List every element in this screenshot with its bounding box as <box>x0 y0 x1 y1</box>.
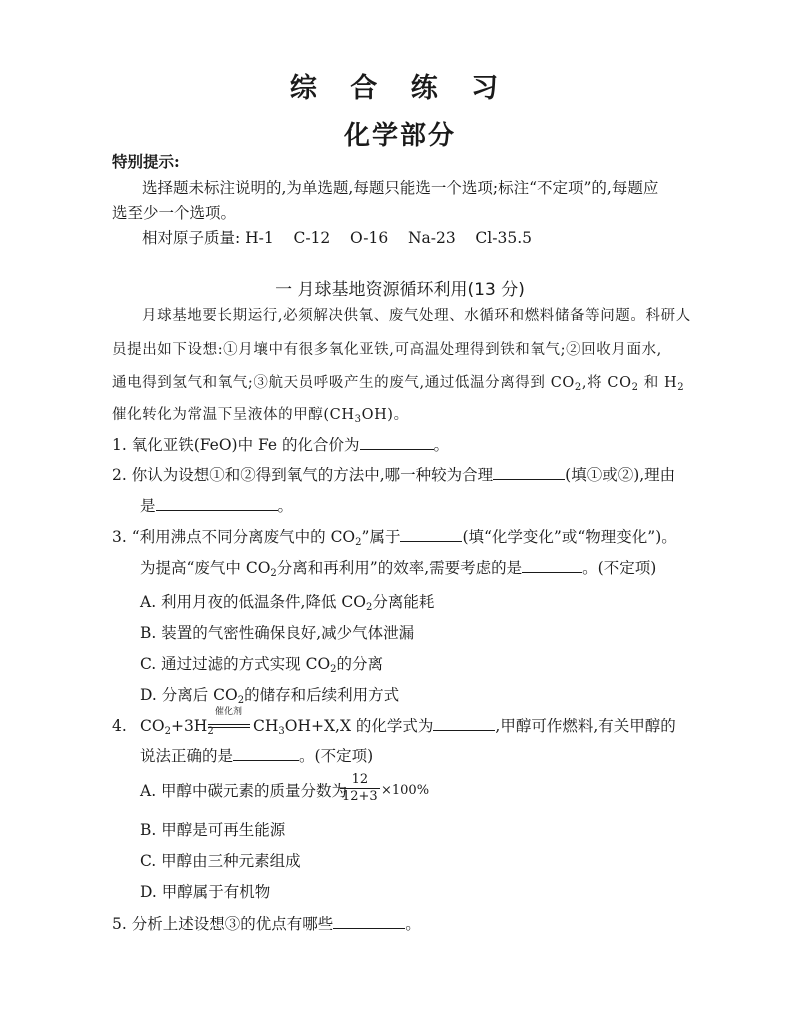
q4-option-c[interactable]: C. 甲醇由三种元素组成 <box>140 852 301 870</box>
answer-blank-q4-statements[interactable] <box>233 746 299 761</box>
q4-option-a[interactable]: A. 甲醇中碳元素的质量分数为 <box>140 782 348 800</box>
intro-line-1: 月球基地要长期运行,必须解决供氧、废气处理、水循环和燃料储备等问题。科研人 <box>142 308 691 324</box>
catalyst-label: 催化剂 <box>215 707 243 717</box>
atomic-mass-line: 相对原子质量: H-1 C-12 O-16 Na-23 Cl-35.5 <box>142 229 532 247</box>
equation-reactants: CO2+3H2 <box>140 717 214 737</box>
q4-option-b[interactable]: B. 甲醇是可再生能源 <box>140 821 286 839</box>
q3-option-d[interactable]: D. 分离后 CO2的储存和后续利用方式 <box>140 686 400 706</box>
fraction-denominator: 12+3 <box>342 789 378 804</box>
intro-line-2: 员提出如下设想:①月壤中有很多氧化亚铁,可高温处理得到铁和氧气;②回收月面水, <box>112 342 662 358</box>
q3-option-b[interactable]: B. 装置的气密性确保良好,减少气体泄漏 <box>140 624 415 642</box>
notice-line-2: 选至少一个选项。 <box>112 204 237 222</box>
intro-line-3: 通电得到氢气和氧气;③航天员呼吸产生的废气,通过低温分离得到 $CO_2$,将 $CO_2$ 和 $H_2$ <box>112 375 685 393</box>
mass-fraction <box>340 772 380 805</box>
notice-label: 特别提示: <box>112 152 180 171</box>
answer-blank-q2-choice[interactable] <box>493 465 565 480</box>
q3-option-a[interactable]: A. 利用月夜的低温条件,降低 CO2分离能耗 <box>140 593 435 613</box>
question-5: 5. 分析上述设想③的优点有哪些 。 <box>112 915 421 933</box>
answer-blank-q1[interactable] <box>360 435 434 450</box>
answer-blank-q5[interactable] <box>333 914 405 929</box>
question-4-line-2: 说法正确的是 。(不定项) <box>140 747 374 765</box>
answer-blank-q3-factors[interactable] <box>522 558 582 573</box>
section-title: 一 月球基地资源循环利用(13 分) <box>275 280 525 300</box>
q3-option-c[interactable]: C. 通过过滤的方式实现 CO2的分离 <box>140 655 384 675</box>
fraction-numerator: 12 <box>340 772 380 789</box>
question-2-line-2: 是 。 <box>140 497 294 515</box>
question-3-line-2: 为提高“废气中 CO2分离和再利用”的效率,需要考虑的是 。(不定项) <box>140 559 657 579</box>
question-1: 1. 氧化亚铁(FeO)中 Fe 的化合价为 。 <box>112 436 450 454</box>
page-title: 综 合 练 习 <box>289 73 511 104</box>
answer-blank-q3-change[interactable] <box>400 527 462 542</box>
answer-blank-q2-reason[interactable] <box>156 496 278 511</box>
reaction-equals-sign <box>208 724 250 728</box>
question-2: 2. 你认为设想①和②得到氧气的方法中,哪一种较为合理 (填①或②),理由 <box>112 466 676 484</box>
answer-blank-q4-formula[interactable] <box>433 716 495 731</box>
question-4: CH3OH+X,X 的化学式为 ,甲醇可作燃料,有关甲醇的 <box>253 717 676 737</box>
notice-line-1: 选择题未标注说明的,为单选题,每题只能选一个选项;标注“不定项”的,每题应 <box>142 179 659 197</box>
page-subtitle: 化学部分 <box>343 121 456 151</box>
q4-option-d[interactable]: D. 甲醇属于有机物 <box>140 883 271 901</box>
question-4-number: 4. <box>112 717 127 735</box>
fraction-percent: ×100% <box>381 783 430 798</box>
question-3: 3. “利用沸点不同分离废气中的 CO2”属于 (填“化学变化”或“物理变化”)。 <box>112 528 677 548</box>
intro-line-4: 催化转化为常温下呈液体的甲醇$(CH_3OH)$。 <box>112 407 409 425</box>
